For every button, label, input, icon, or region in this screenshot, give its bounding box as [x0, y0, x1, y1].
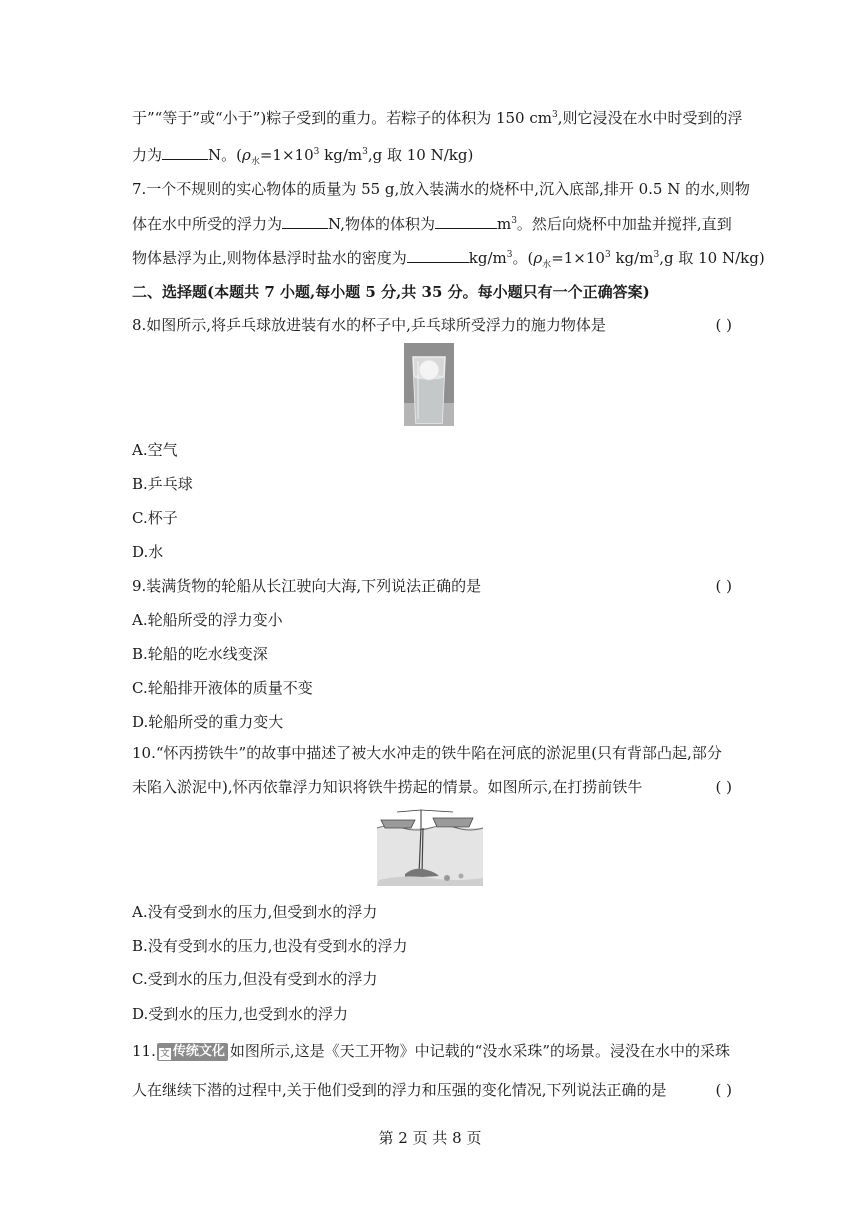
q7-line3: [132, 247, 765, 270]
q6-text-b: ,则它浸没在水中时受到的浮: [557, 109, 743, 127]
q11-stem-line1: [132, 1041, 732, 1061]
q7-text-a: 体在水中所受的浮力为: [132, 215, 283, 233]
q10-stem-text: 未陷入淤泥中),怀丙依靠浮力知识将铁牛捞起的情景。如图所示,在打捞前铁牛: [132, 778, 643, 796]
q7-text-i: kg/m: [610, 249, 654, 267]
rho-symbol: ρ: [242, 146, 251, 164]
q7-blank-volume[interactable]: [435, 213, 497, 229]
q8-stem: [132, 315, 732, 335]
rho-symbol: ρ: [533, 249, 543, 267]
q11-stem-text-b: 人在继续下潜的过程中,关于他们受到的浮力和压强的变化情况,下列说法正确的是: [132, 1081, 667, 1099]
q7-sup-c: 3: [653, 250, 660, 260]
q9-option-a[interactable]: A.轮船所受的浮力变小: [132, 611, 283, 629]
rho-subscript: 水: [542, 260, 552, 270]
q10-option-b[interactable]: B.没有受到水的压力,也没有受到水的浮力: [132, 937, 408, 955]
q9-option-c[interactable]: C.轮船排开液体的质量不变: [132, 679, 313, 697]
q7-text-g: 。(: [512, 249, 534, 267]
q9-option-b[interactable]: B.轮船的吃水线变深: [132, 645, 268, 663]
rho-subscript: 水: [250, 157, 260, 167]
q7-text-j: ,g 取 10 N/kg): [659, 249, 765, 267]
q9-stem-text: 9.装满货物的轮船从长江驶向大海,下列说法正确的是: [132, 577, 482, 595]
q9-stem: [132, 576, 732, 596]
traditional-culture-tag: [157, 1043, 228, 1061]
q7-line2: [132, 213, 732, 234]
q7-sup-b: 3: [506, 250, 513, 260]
q7-sup-a: 3: [511, 216, 517, 226]
answer-paren[interactable]: ( ): [715, 1081, 732, 1099]
q7-text-b: N,物体的体积为: [328, 215, 435, 233]
page-footer: 第 2 页 共 8 页: [378, 1129, 482, 1147]
q6-line1: [132, 108, 743, 128]
q7-text-c: m: [496, 215, 512, 233]
culture-icon: 文: [160, 1049, 170, 1059]
answer-paren[interactable]: ( ): [715, 778, 732, 796]
q7-text-f: kg/m: [468, 249, 507, 267]
q6-line2: [132, 144, 732, 165]
q8-stem-text: 8.如图所示,将乒乓球放进装有水的杯子中,乒乓球所受浮力的施力物体是: [132, 316, 606, 334]
q6-text-c: 力为: [132, 146, 163, 164]
q8-option-d[interactable]: D.水: [132, 543, 164, 561]
q6-text-g: ,g 取 10 N/kg): [367, 146, 474, 164]
q10-stem-line2: [132, 777, 732, 797]
q10-option-c[interactable]: C.受到水的压力,但没有受到水的浮力: [132, 970, 378, 988]
q6-text-a: 于”“等于”或“小于”)粽子受到的重力。若粽子的体积为 150 cm: [132, 109, 552, 127]
q7-line1: 7.一个不规则的实心物体的质量为 55 g,放入装满水的烧杯中,沉入底部,排开 0.5 N 的水,则物: [132, 180, 750, 198]
q7-text-e: 物体悬浮为止,则物体悬浮时盐水的密度为: [132, 249, 407, 267]
section-heading: 二、选择题(本题共 7 小题,每小题 5 分,共 35 分。每小题只有一个正确答案): [132, 283, 650, 301]
answer-paren[interactable]: ( ): [715, 316, 732, 334]
q6-exp: 3: [313, 147, 320, 157]
q10-stem-line1: 10.“怀丙捞铁牛”的故事中描述了被大水冲走的铁牛陷在河底的淤泥里(只有背部凸起,部分: [132, 744, 722, 762]
cup-ping-pong-image: [404, 343, 454, 426]
answer-paren[interactable]: ( ): [715, 577, 732, 595]
q7-exp: 3: [604, 250, 611, 260]
q10-option-d[interactable]: D.受到水的压力,也受到水的浮力: [132, 1005, 349, 1023]
q10-option-a[interactable]: A.没有受到水的压力,但受到水的浮力: [132, 903, 378, 921]
q11-number: 11.: [132, 1042, 156, 1060]
q8-option-c[interactable]: C.杯子: [132, 509, 178, 527]
q8-option-b[interactable]: B.乒乓球: [132, 475, 193, 493]
q6-text-d: N。(: [208, 146, 242, 164]
q6-sup-a: 3: [552, 110, 558, 120]
q7-text-h: =1×10: [551, 249, 605, 267]
q6-sup-b: 3: [362, 147, 368, 157]
q6-text-f: kg/m: [319, 146, 363, 164]
q11-stem-text-a: 如图所示,这是《天工开物》中记载的“没水采珠”的场景。浸没在水中的采珠: [229, 1042, 730, 1060]
q7-blank-buoyancy[interactable]: [282, 213, 328, 229]
q7-text-d: 。然后向烧杯中加盐并搅拌,直到: [516, 215, 732, 233]
tag-label: 传统文化: [172, 1044, 225, 1059]
iron-ox-salvage-image: [375, 808, 485, 888]
q6-text-e: =1×10: [259, 146, 314, 164]
q8-option-a[interactable]: A.空气: [132, 441, 178, 459]
q9-option-d[interactable]: D.轮船所受的重力变大: [132, 713, 284, 731]
q7-blank-density[interactable]: [407, 247, 469, 263]
q11-stem-line2: [132, 1080, 732, 1100]
q6-answer-blank[interactable]: [162, 144, 208, 160]
